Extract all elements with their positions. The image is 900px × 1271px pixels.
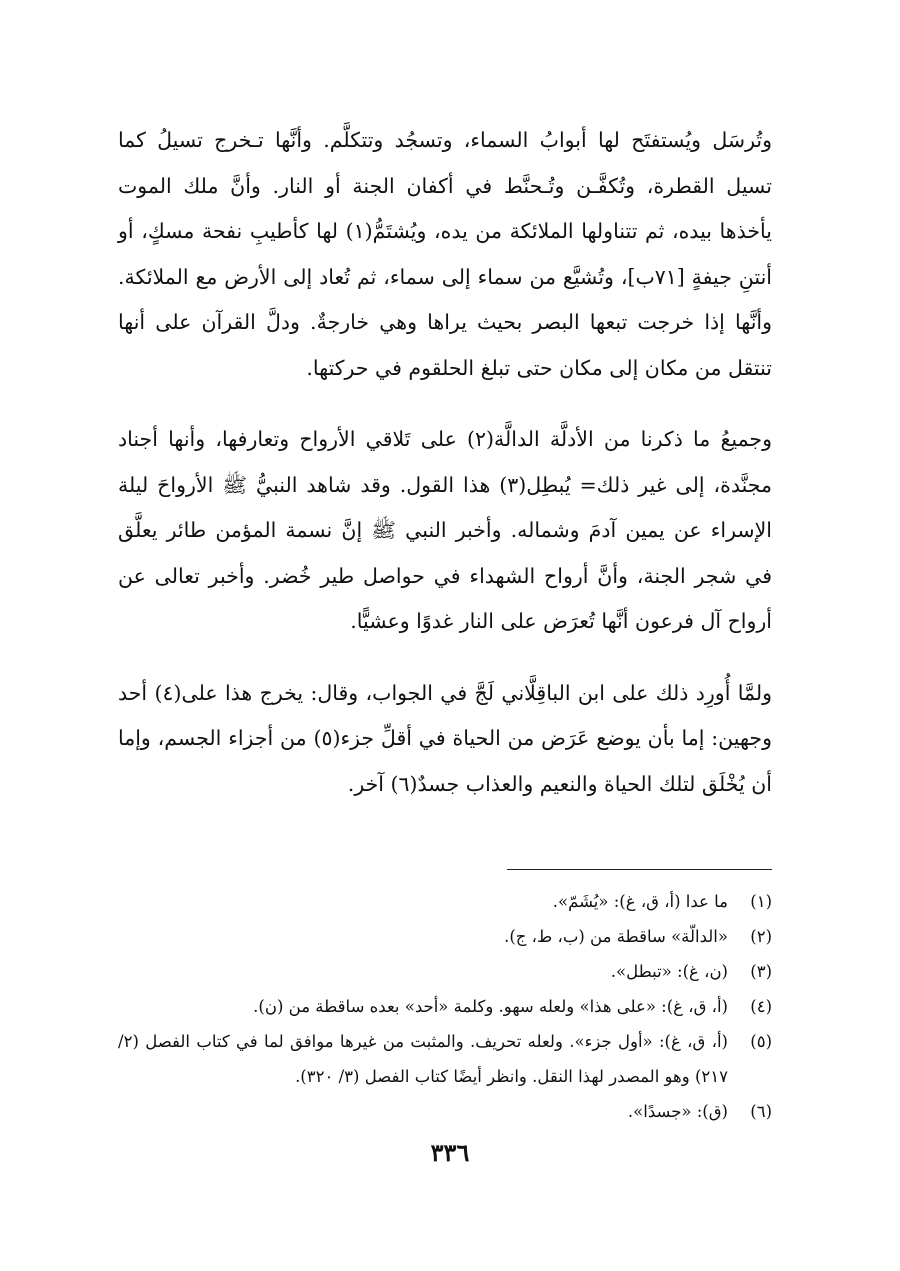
footnote-5 (118, 1024, 772, 1094)
footnote-text: (ق): «جسدًا». (627, 1102, 728, 1121)
footnote-text: ما عدا (أ، ق، غ): «يُشَمّ». (552, 892, 728, 911)
footnotes (118, 884, 772, 1129)
footnote-number: (٢) (750, 927, 772, 946)
paragraph-1: وتُرسَل ويُستفتَح لها أبوابُ السماء، وتسجُد وتتكلَّم. وأنَّها تـخرج تسيلُ كما تسيل القطرة، وتُكفَّـن وتُـحنَّط في أكفان الجنة أو النار. وأنَّ ملك الموت يأخذها بيده، ثم تتناولها الملائكة من يده، ويُشتَمُّ(١) لها كأطيبِ نفحة مسكٍ، أو أنتنِ جيفةٍ [٧١ب]، وتُشيَّع من سماء إلى سماء، ثم تُعاد إلى الأرض مع الملائكة. وأنَّها إذا خرجت تبعها البصر بحيث يراها وهي خارجةٌ. ودلَّ القرآن على أنها تنتقل من مكان إلى مكان حتى تبلغ الحلقوم في حركتها. (118, 128, 772, 380)
footnote-4 (118, 989, 772, 1024)
footnote-number: (٦) (750, 1102, 772, 1121)
footnote-2 (118, 919, 772, 954)
footnote-text: (أ، ق، غ): «على هذا» ولعله سهو. وكلمة «أحد» بعده ساقطة من (ن). (253, 997, 728, 1016)
main-text (118, 118, 772, 807)
footnote-6 (118, 1094, 772, 1129)
page-number: ٣٣٦ (430, 1138, 470, 1167)
footnote-3 (118, 954, 772, 989)
footnote-text: (ن، غ): «تبطل». (610, 962, 728, 981)
footnote-text: (أ، ق، غ): «أول جزء». ولعله تحريف. والمثبت من غيرها موافق لما في كتاب الفصل (٢/ ٢١٧) وهو المصدر لهذا النقل. وانظر أيضًا كتاب الفصل (٣/ ٣٢٠). (118, 1032, 728, 1086)
footnote-number: (٣) (750, 962, 772, 981)
footnote-text: «الدالّة» ساقطة من (ب، ط، ج). (504, 927, 728, 946)
paragraph-3: ولمَّا أُورِد ذلك على ابن الباقِلَّاني لَجَّ في الجواب، وقال: يخرج هذا على(٤) أحد وجهين: إما بأن يوضع عَرَض من الحياة في أقلِّ جزء(٥) من أجزاء الجسم، وإما أن يُخْلَق لتلك الحياة والنعيم والعذاب جسدٌ(٦) آخر. (118, 680, 772, 796)
paragraph-2: وجميعُ ما ذكرنا من الأدلَّة الدالَّة(٢) على تَلاقي الأرواح وتعارفها، وأنها أجناد مجنَّدة، إلى غير ذلك= يُبطِل(٣) هذا القول. وقد شاهد النبيُّ ﷺ الأرواحَ ليلة الإسراء عن يمين آدمَ وشماله. وأخبر النبي ﷺ إنَّ نسمة المؤمن طائر يعلَّق في شجر الجنة، وأنَّ أرواح الشهداء في حواصل طير خُضر. وأخبر تعالى عن أرواح آل فرعون أنَّها تُعرَض على النار غدوًا وعشيًّا. (118, 427, 772, 633)
footnote-number: (٤) (750, 997, 772, 1016)
footnote-separator-wrap (118, 833, 772, 884)
footnote-1 (118, 884, 772, 919)
footnote-number: (١) (750, 892, 772, 911)
footnote-separator (507, 869, 772, 870)
footnote-number: (٥) (750, 1032, 772, 1051)
